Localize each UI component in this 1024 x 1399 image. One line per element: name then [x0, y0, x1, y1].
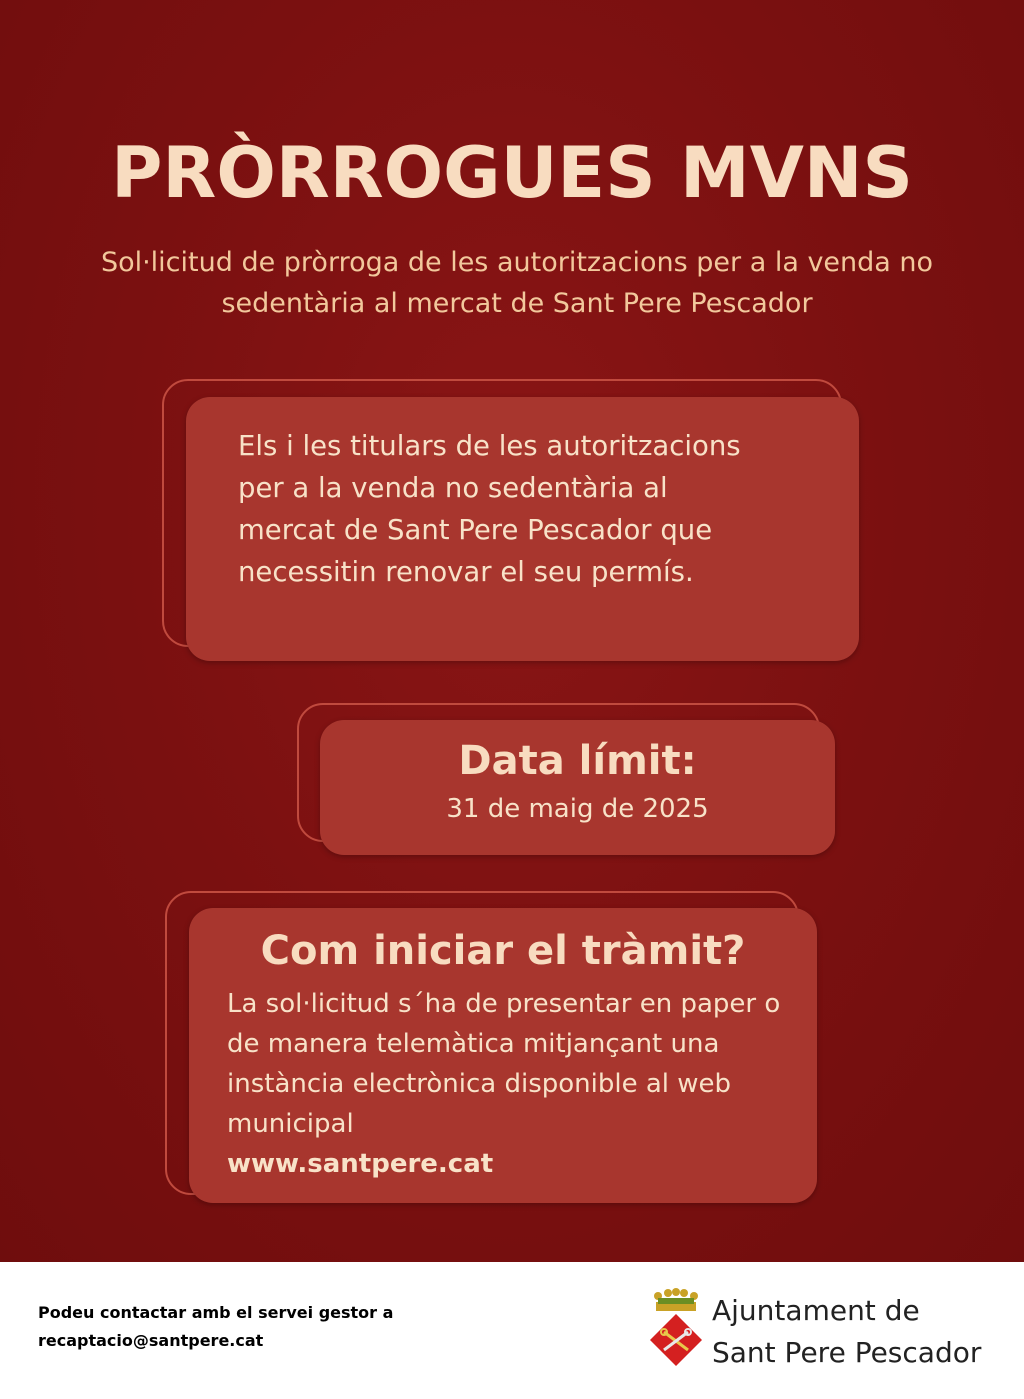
contact-email[interactable]: recaptacio@santpere.cat: [38, 1331, 264, 1350]
poster-subtitle: Sol·licitud de pròrroga de les autoritzacions per a la venda no sedentària al mercat de Sant Pere Pescador: [100, 247, 934, 319]
procedure-heading: Com iniciar el tràmit?: [260, 928, 746, 974]
procedure-text: La sol·licitud s´ha de presentar en paper o de manera telemàtica mitjançant una instància electrònica disponible al web municipal: [227, 989, 781, 1139]
card-deadline: [320, 720, 835, 855]
deadline-heading: Data límit:: [458, 738, 697, 784]
card-holders-text: Els i les titulars de les autoritzacions per a la venda no sedentària al mercat de Sant Pere Pescador que necessitin renovar el seu permís.: [238, 430, 741, 588]
org-name-line1: Ajuntament de: [712, 1294, 920, 1327]
card-holders: [186, 397, 859, 661]
poster-title: PRÒRROGUES MVNS: [111, 132, 913, 214]
organization-name: [712, 1290, 1012, 1374]
procedure-url[interactable]: www.santpere.cat: [227, 1149, 494, 1179]
deadline-date: 31 de maig de 2025: [446, 794, 709, 824]
contact-line: Podeu contactar amb el servei gestor a: [38, 1303, 394, 1322]
card-procedure: [189, 908, 817, 1203]
footer-contact: [38, 1299, 458, 1355]
org-name-line2: Sant Pere Pescador: [712, 1336, 982, 1369]
coat-of-arms-icon: [648, 1288, 704, 1368]
